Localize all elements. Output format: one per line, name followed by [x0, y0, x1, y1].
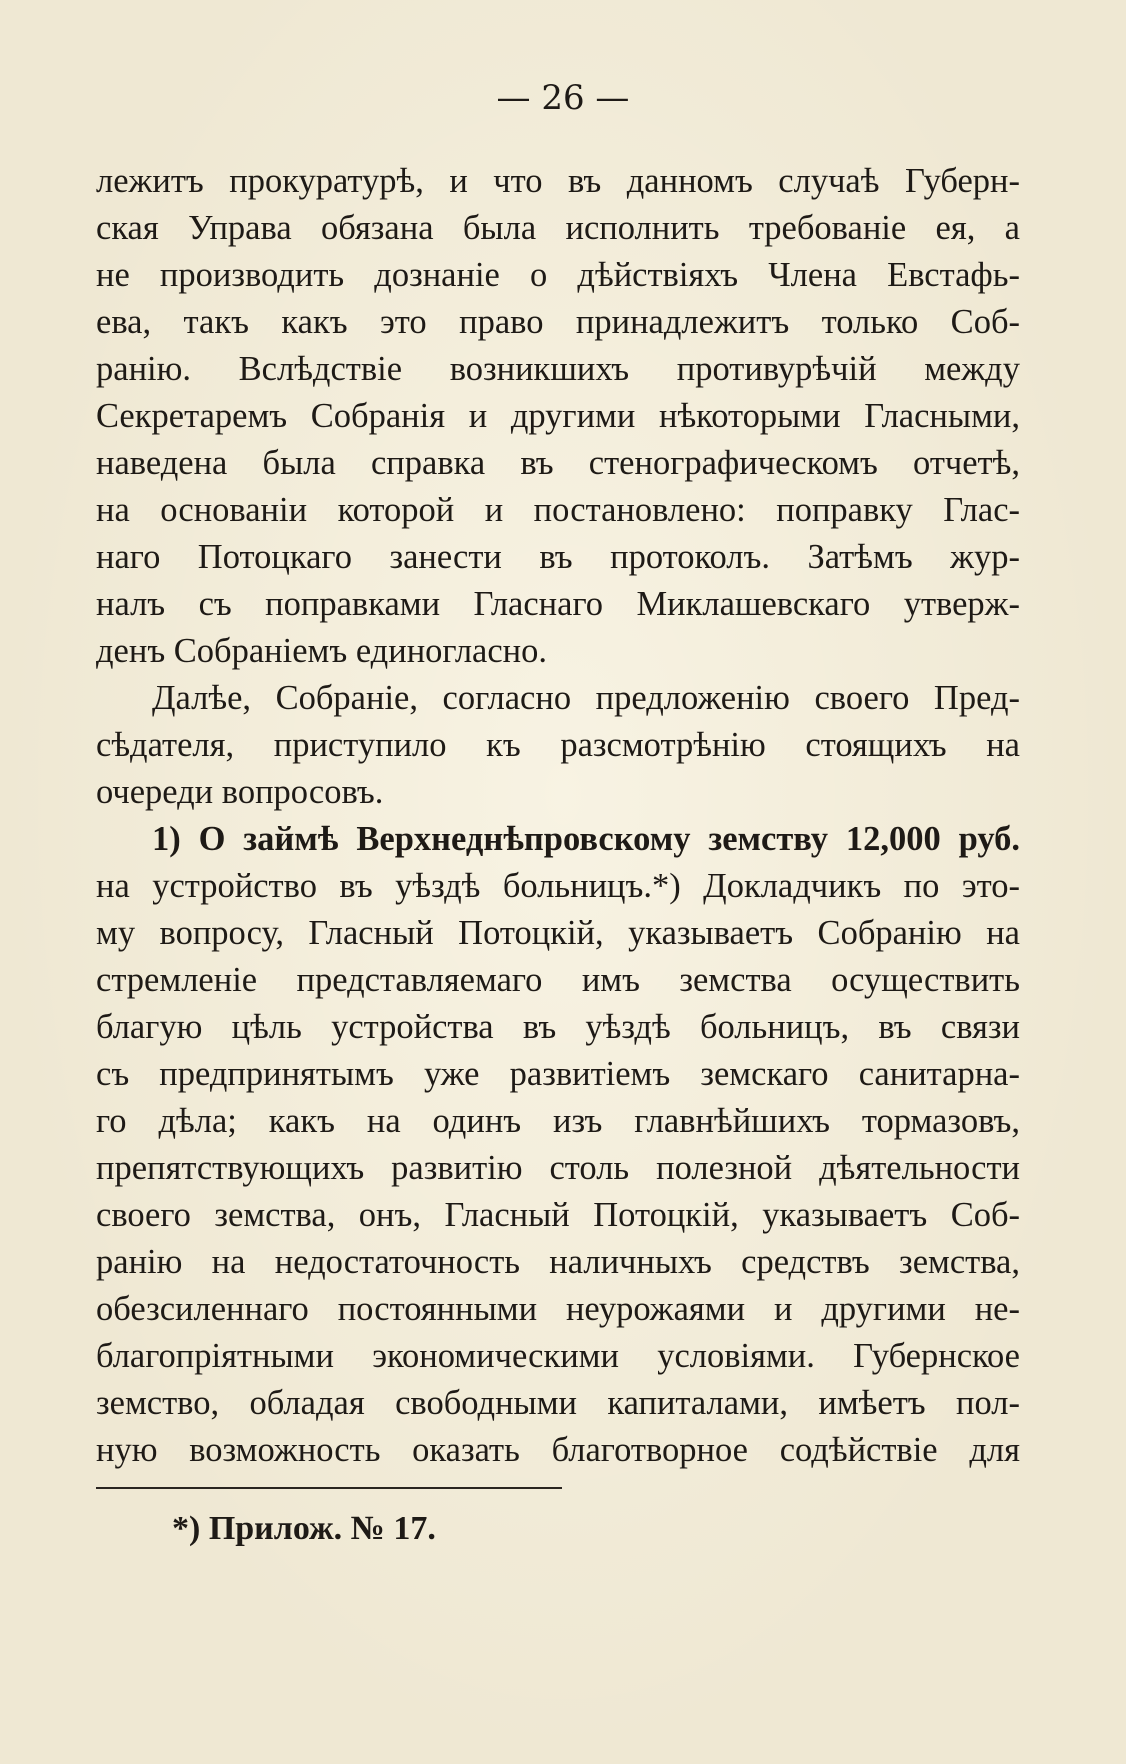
text-line: денъ Собраніемъ единогласно.: [96, 632, 547, 670]
footnote: *) Прилож. № 17.: [172, 1510, 436, 1547]
text-line: наведена была справка въ стенографическомъ отчетѣ,: [96, 444, 1020, 482]
text-line: наго Потоцкаго занести въ протоколъ. Затѣмъ жур-: [96, 538, 1020, 576]
text-line: своего земства, онъ, Гласный Потоцкій, указываетъ Соб-: [96, 1196, 1020, 1234]
text-line: сѣдателя, приступило къ разсмотрѣнію стоящихъ на: [96, 726, 1020, 764]
text-line: 1) О займѣ Верхнеднѣпровскому земству 12,000 руб.: [152, 820, 1020, 858]
text-line: благопріятными экономическими условіями. Губернское: [96, 1337, 1020, 1375]
text-line: обезсиленнаго постоянными неурожаями и другими не-: [96, 1290, 1020, 1328]
body-text: [96, 158, 1020, 1474]
text-line: съ предпринятымъ уже развитіемъ земскаго санитарна-: [96, 1055, 1020, 1093]
text-line: очереди вопросовъ.: [96, 773, 384, 811]
footnote-divider: [96, 1487, 562, 1489]
text-line: на основаніи которой и постановлено: поправку Глас-: [96, 491, 1020, 529]
text-line: ранію на недостаточность наличныхъ средствъ земства,: [96, 1243, 1020, 1281]
text-line: ранію. Вслѣдствіе возникшихъ противурѣчій между: [96, 350, 1020, 388]
text-line: ева, такъ какъ это право принадлежитъ только Соб-: [96, 303, 1020, 341]
text-line: ская Управа обязана была исполнить требованіе ея, а: [96, 209, 1020, 247]
text-line: налъ съ поправками Гласнаго Миклашевскаго утверж-: [96, 585, 1020, 623]
text-line: му вопросу, Гласный Потоцкій, указываетъ Собранію на: [96, 914, 1020, 952]
text-line: Секретаремъ Собранія и другими нѣкоторыми Гласными,: [96, 397, 1020, 435]
text-line: лежитъ прокуратурѣ, и что въ данномъ случаѣ Губерн-: [96, 162, 1020, 200]
page-number: — 26 —: [496, 78, 630, 118]
text-line: го дѣла; какъ на одинъ изъ главнѣйшихъ тормазовъ,: [96, 1102, 1020, 1140]
text-line: земство, обладая свободными капиталами, имѣетъ пол-: [96, 1384, 1020, 1422]
text-line: на устройство въ уѣздѣ больницъ.*) Докладчикъ по это-: [96, 867, 1020, 905]
text-line: не производить дознаніе о дѣйствіяхъ Члена Евстафь-: [96, 256, 1020, 294]
text-line: препятствующихъ развитію столь полезной дѣятельности: [96, 1149, 1020, 1187]
text-line: благую цѣль устройства въ уѣздѣ больницъ, въ связи: [96, 1008, 1020, 1046]
text-line: ную возможность оказать благотворное содѣйствіе для: [96, 1431, 1020, 1469]
text-line: Далѣе, Собраніе, согласно предложенію своего Пред-: [152, 679, 1020, 717]
text-line: стремленіе представляемаго имъ земства осуществить: [96, 961, 1020, 999]
